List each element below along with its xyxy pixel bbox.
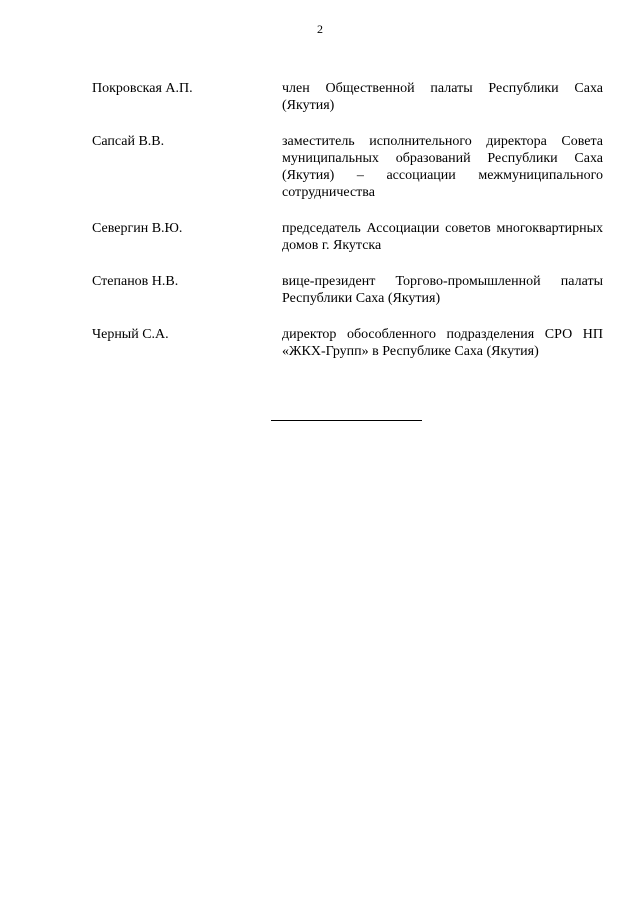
member-name: Севергин В.Ю. <box>92 221 183 236</box>
member-name: Покровская А.П. <box>92 81 193 96</box>
members-list <box>92 80 603 379</box>
member-position: председатель Ассоциации советов многоквартирных домов г. Якутска <box>282 221 603 253</box>
end-separator-line <box>271 420 422 421</box>
member-row <box>92 80 603 114</box>
member-position: член Общественной палаты Республики Саха (Якутия) <box>282 81 603 113</box>
member-row <box>92 326 603 360</box>
member-name: Степанов Н.В. <box>92 274 179 289</box>
member-row <box>92 133 603 201</box>
member-name: Черный С.А. <box>92 327 169 342</box>
member-row <box>92 273 603 307</box>
member-row <box>92 220 603 254</box>
member-position: вице-президент Торгово-промышленной палаты Республики Саха (Якутия) <box>282 274 603 306</box>
member-position: заместитель исполнительного директора Совета муниципальных образований Республики Саха (Якутия) – ассоциации межмуниципального сотрудничества <box>282 134 603 200</box>
page-number: 2 <box>317 22 323 36</box>
member-position: директор обособленного подразделения СРО НП «ЖКХ-Групп» в Республике Саха (Якутия) <box>282 327 603 359</box>
member-name: Сапсай В.В. <box>92 134 165 149</box>
